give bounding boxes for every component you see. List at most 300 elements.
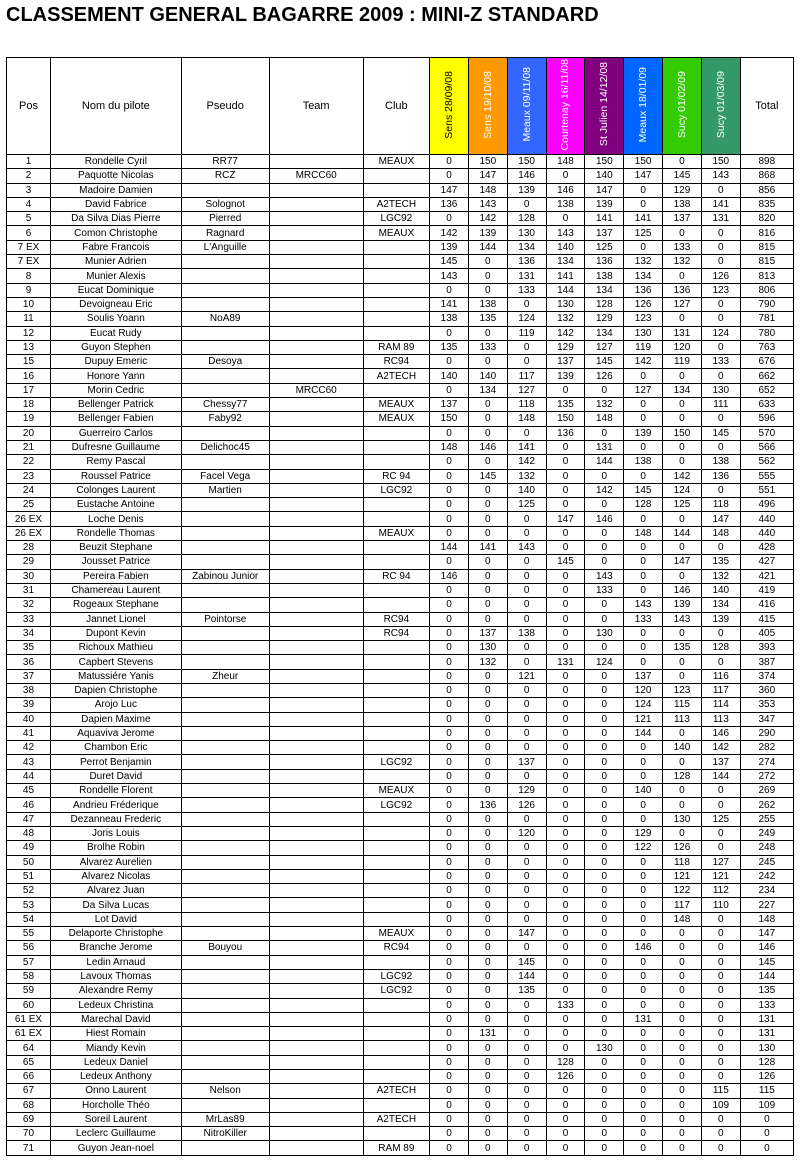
cell-race-1: 0 bbox=[430, 869, 469, 883]
cell-name: Marechal David bbox=[50, 1012, 181, 1026]
cell-race-6: 141 bbox=[624, 212, 663, 226]
cell-race-8: 0 bbox=[701, 255, 740, 269]
cell-name: Jannet Lionel bbox=[50, 612, 181, 626]
cell-club: RC 94 bbox=[363, 569, 429, 583]
cell-total: 135 bbox=[740, 984, 793, 998]
cell-race-3: 0 bbox=[507, 912, 546, 926]
cell-team bbox=[269, 612, 363, 626]
cell-race-4: 137 bbox=[546, 355, 585, 369]
cell-total: 272 bbox=[740, 769, 793, 783]
cell-club bbox=[363, 255, 429, 269]
cell-race-6: 0 bbox=[624, 755, 663, 769]
cell-pos: 32 bbox=[7, 598, 51, 612]
cell-pseudo: Ragnard bbox=[181, 226, 269, 240]
cell-race-3: 146 bbox=[507, 169, 546, 183]
cell-pseudo bbox=[181, 869, 269, 883]
cell-race-4: 141 bbox=[546, 269, 585, 283]
cell-race-6: 128 bbox=[624, 498, 663, 512]
cell-race-3: 0 bbox=[507, 884, 546, 898]
cell-race-3: 0 bbox=[507, 683, 546, 697]
cell-race-3: 121 bbox=[507, 669, 546, 683]
cell-race-3: 117 bbox=[507, 369, 546, 383]
table-row bbox=[7, 326, 794, 340]
cell-race-6: 122 bbox=[624, 841, 663, 855]
cell-race-7: 147 bbox=[663, 555, 702, 569]
cell-race-8: 0 bbox=[701, 1041, 740, 1055]
cell-race-8: 134 bbox=[701, 598, 740, 612]
cell-race-6: 0 bbox=[624, 541, 663, 555]
cell-name: Ledin Arnaud bbox=[50, 955, 181, 969]
cell-race-8: 0 bbox=[701, 1012, 740, 1026]
cell-total: 496 bbox=[740, 498, 793, 512]
cell-team bbox=[269, 869, 363, 883]
cell-race-5: 0 bbox=[585, 669, 624, 683]
cell-race-3: 136 bbox=[507, 255, 546, 269]
cell-race-3: 139 bbox=[507, 183, 546, 197]
cell-race-1: 0 bbox=[430, 855, 469, 869]
cell-pseudo bbox=[181, 1141, 269, 1155]
cell-race-8: 143 bbox=[701, 169, 740, 183]
cell-race-4: 0 bbox=[546, 498, 585, 512]
cell-race-5: 0 bbox=[585, 1127, 624, 1141]
cell-pseudo bbox=[181, 841, 269, 855]
cell-race-3: 144 bbox=[507, 969, 546, 983]
cell-name: Colonges Laurent bbox=[50, 483, 181, 497]
cell-team bbox=[269, 155, 363, 169]
cell-pos: 2 bbox=[7, 169, 51, 183]
cell-race-1: 0 bbox=[430, 1012, 469, 1026]
cell-race-2: 0 bbox=[468, 526, 507, 540]
table-row bbox=[7, 1141, 794, 1155]
cell-team bbox=[269, 255, 363, 269]
cell-race-3: 0 bbox=[507, 655, 546, 669]
cell-race-7: 0 bbox=[663, 1055, 702, 1069]
cell-pos: 69 bbox=[7, 1112, 51, 1126]
cell-club bbox=[363, 669, 429, 683]
cell-race-1: 135 bbox=[430, 340, 469, 354]
cell-race-8: 0 bbox=[701, 240, 740, 254]
cell-race-6: 0 bbox=[624, 512, 663, 526]
cell-race-6: 0 bbox=[624, 741, 663, 755]
cell-race-2: 145 bbox=[468, 469, 507, 483]
cell-name: Branche Jerome bbox=[50, 941, 181, 955]
cell-pos: 36 bbox=[7, 655, 51, 669]
cell-race-5: 0 bbox=[585, 598, 624, 612]
cell-pseudo bbox=[181, 1055, 269, 1069]
cell-race-5: 0 bbox=[585, 769, 624, 783]
cell-team bbox=[269, 1098, 363, 1112]
cell-race-2: 0 bbox=[468, 669, 507, 683]
cell-pseudo: Martien bbox=[181, 483, 269, 497]
cell-total: 806 bbox=[740, 283, 793, 297]
cell-team bbox=[269, 784, 363, 798]
cell-race-1: 0 bbox=[430, 1084, 469, 1098]
cell-team bbox=[269, 898, 363, 912]
cell-race-3: 0 bbox=[507, 1012, 546, 1026]
cell-race-8: 123 bbox=[701, 283, 740, 297]
cell-race-6: 142 bbox=[624, 355, 663, 369]
cell-race-8: 0 bbox=[701, 483, 740, 497]
table-row bbox=[7, 383, 794, 397]
cell-name: Chambon Eric bbox=[50, 741, 181, 755]
cell-race-7: 0 bbox=[663, 155, 702, 169]
cell-pseudo bbox=[181, 269, 269, 283]
cell-race-2: 0 bbox=[468, 612, 507, 626]
cell-pseudo bbox=[181, 1012, 269, 1026]
cell-total: 780 bbox=[740, 326, 793, 340]
cell-race-4: 0 bbox=[546, 383, 585, 397]
table-row bbox=[7, 541, 794, 555]
cell-race-6: 0 bbox=[624, 440, 663, 454]
cell-race-5: 0 bbox=[585, 1141, 624, 1155]
cell-race-2: 130 bbox=[468, 641, 507, 655]
cell-pseudo bbox=[181, 698, 269, 712]
cell-race-2: 0 bbox=[468, 1041, 507, 1055]
cell-race-5: 130 bbox=[585, 1041, 624, 1055]
cell-pseudo bbox=[181, 969, 269, 983]
cell-race-6: 125 bbox=[624, 226, 663, 240]
cell-team bbox=[269, 841, 363, 855]
cell-race-8: 148 bbox=[701, 526, 740, 540]
cell-race-5: 136 bbox=[585, 255, 624, 269]
cell-team: MRCC60 bbox=[269, 383, 363, 397]
cell-race-6: 0 bbox=[624, 398, 663, 412]
cell-pos: 37 bbox=[7, 669, 51, 683]
cell-race-2: 0 bbox=[468, 912, 507, 926]
table-row bbox=[7, 312, 794, 326]
cell-race-8: 146 bbox=[701, 726, 740, 740]
cell-name: Eucat Rudy bbox=[50, 326, 181, 340]
cell-pseudo bbox=[181, 927, 269, 941]
cell-total: 813 bbox=[740, 269, 793, 283]
cell-race-1: 0 bbox=[430, 769, 469, 783]
header-race-7 bbox=[663, 58, 702, 155]
cell-pseudo bbox=[181, 1041, 269, 1055]
cell-race-5: 141 bbox=[585, 212, 624, 226]
cell-club bbox=[363, 440, 429, 454]
cell-race-2: 0 bbox=[468, 1112, 507, 1126]
cell-name: Rondelle Florent bbox=[50, 784, 181, 798]
cell-team bbox=[269, 1027, 363, 1041]
cell-race-2: 0 bbox=[468, 569, 507, 583]
cell-race-4: 0 bbox=[546, 169, 585, 183]
cell-race-1: 0 bbox=[430, 526, 469, 540]
cell-club: MEAUX bbox=[363, 398, 429, 412]
table-row bbox=[7, 1027, 794, 1041]
cell-pseudo bbox=[181, 340, 269, 354]
cell-race-4: 0 bbox=[546, 1041, 585, 1055]
cell-pos: 8 bbox=[7, 269, 51, 283]
cell-total: 242 bbox=[740, 869, 793, 883]
cell-race-3: 0 bbox=[507, 426, 546, 440]
cell-race-7: 130 bbox=[663, 812, 702, 826]
cell-race-7: 0 bbox=[663, 1041, 702, 1055]
cell-pos: 7 EX bbox=[7, 255, 51, 269]
cell-pseudo bbox=[181, 812, 269, 826]
cell-race-7: 0 bbox=[663, 412, 702, 426]
cell-total: 374 bbox=[740, 669, 793, 683]
cell-race-4: 0 bbox=[546, 583, 585, 597]
cell-race-7: 0 bbox=[663, 726, 702, 740]
cell-race-4: 0 bbox=[546, 1084, 585, 1098]
cell-race-6: 0 bbox=[624, 855, 663, 869]
cell-race-6: 123 bbox=[624, 312, 663, 326]
cell-race-8: 115 bbox=[701, 1084, 740, 1098]
header-row bbox=[7, 58, 794, 155]
cell-pos: 28 bbox=[7, 541, 51, 555]
cell-race-6: 0 bbox=[624, 912, 663, 926]
cell-race-1: 0 bbox=[430, 641, 469, 655]
cell-race-6: 139 bbox=[624, 426, 663, 440]
cell-total: 146 bbox=[740, 941, 793, 955]
cell-race-7: 148 bbox=[663, 912, 702, 926]
cell-pos: 22 bbox=[7, 455, 51, 469]
cell-race-3: 143 bbox=[507, 541, 546, 555]
cell-race-8: 133 bbox=[701, 355, 740, 369]
cell-race-4: 0 bbox=[546, 1141, 585, 1155]
cell-race-8: 0 bbox=[701, 297, 740, 311]
cell-race-4: 133 bbox=[546, 998, 585, 1012]
cell-pos: 10 bbox=[7, 297, 51, 311]
cell-club bbox=[363, 169, 429, 183]
cell-race-3: 120 bbox=[507, 826, 546, 840]
cell-pos: 60 bbox=[7, 998, 51, 1012]
cell-race-8: 0 bbox=[701, 984, 740, 998]
cell-club bbox=[363, 769, 429, 783]
table-row bbox=[7, 612, 794, 626]
cell-race-6: 0 bbox=[624, 555, 663, 569]
cell-race-1: 0 bbox=[430, 841, 469, 855]
table-row bbox=[7, 955, 794, 969]
cell-race-8: 137 bbox=[701, 755, 740, 769]
cell-race-4: 0 bbox=[546, 1012, 585, 1026]
header-race-4 bbox=[546, 58, 585, 155]
cell-race-7: 0 bbox=[663, 998, 702, 1012]
cell-name: Soulis Yoann bbox=[50, 312, 181, 326]
cell-race-4: 0 bbox=[546, 812, 585, 826]
cell-race-5: 143 bbox=[585, 569, 624, 583]
cell-race-8: 0 bbox=[701, 340, 740, 354]
cell-race-5: 0 bbox=[585, 1098, 624, 1112]
cell-race-3: 0 bbox=[507, 340, 546, 354]
cell-race-3: 0 bbox=[507, 855, 546, 869]
cell-pseudo: Zheur bbox=[181, 669, 269, 683]
cell-name: Eustache Antoine bbox=[50, 498, 181, 512]
cell-race-2: 0 bbox=[468, 927, 507, 941]
cell-race-8: 0 bbox=[701, 1055, 740, 1069]
cell-race-2: 0 bbox=[468, 283, 507, 297]
cell-race-4: 0 bbox=[546, 526, 585, 540]
table-row bbox=[7, 984, 794, 998]
cell-team bbox=[269, 941, 363, 955]
table-row bbox=[7, 1055, 794, 1069]
cell-race-1: 0 bbox=[430, 469, 469, 483]
cell-pos: 48 bbox=[7, 826, 51, 840]
cell-race-4: 0 bbox=[546, 455, 585, 469]
header-race-1 bbox=[430, 58, 469, 155]
cell-club: MEAUX bbox=[363, 526, 429, 540]
cell-name: Lavoux Thomas bbox=[50, 969, 181, 983]
cell-race-4: 0 bbox=[546, 784, 585, 798]
cell-race-5: 0 bbox=[585, 798, 624, 812]
cell-pseudo bbox=[181, 855, 269, 869]
cell-race-7: 0 bbox=[663, 541, 702, 555]
cell-total: 815 bbox=[740, 255, 793, 269]
cell-race-7: 0 bbox=[663, 826, 702, 840]
cell-race-8: 142 bbox=[701, 741, 740, 755]
cell-race-2: 142 bbox=[468, 212, 507, 226]
cell-race-4: 0 bbox=[546, 841, 585, 855]
cell-race-1: 0 bbox=[430, 455, 469, 469]
cell-race-2: 0 bbox=[468, 784, 507, 798]
cell-club bbox=[363, 326, 429, 340]
cell-team bbox=[269, 426, 363, 440]
cell-race-2: 0 bbox=[468, 455, 507, 469]
table-row bbox=[7, 212, 794, 226]
table-row bbox=[7, 355, 794, 369]
cell-team bbox=[269, 826, 363, 840]
cell-race-5: 0 bbox=[585, 1112, 624, 1126]
cell-race-4: 0 bbox=[546, 798, 585, 812]
cell-pseudo bbox=[181, 512, 269, 526]
cell-race-1: 0 bbox=[430, 612, 469, 626]
cell-club: A2TECH bbox=[363, 197, 429, 211]
cell-club bbox=[363, 555, 429, 569]
cell-pos: 21 bbox=[7, 440, 51, 454]
cell-race-7: 119 bbox=[663, 355, 702, 369]
cell-race-1: 0 bbox=[430, 741, 469, 755]
cell-pos: 42 bbox=[7, 741, 51, 755]
cell-race-5: 0 bbox=[585, 955, 624, 969]
cell-total: 596 bbox=[740, 412, 793, 426]
table-row bbox=[7, 440, 794, 454]
table-row bbox=[7, 969, 794, 983]
table-row bbox=[7, 669, 794, 683]
cell-name: Da Silva Lucas bbox=[50, 898, 181, 912]
cell-race-3: 0 bbox=[507, 1084, 546, 1098]
cell-pos: 26 EX bbox=[7, 526, 51, 540]
cell-race-5: 0 bbox=[585, 784, 624, 798]
cell-race-5: 137 bbox=[585, 226, 624, 240]
cell-race-2: 0 bbox=[468, 969, 507, 983]
cell-team bbox=[269, 569, 363, 583]
cell-race-6: 0 bbox=[624, 655, 663, 669]
cell-race-2: 0 bbox=[468, 869, 507, 883]
cell-name: Rogeaux Stephane bbox=[50, 598, 181, 612]
cell-club: LGC92 bbox=[363, 755, 429, 769]
cell-race-4: 131 bbox=[546, 655, 585, 669]
cell-total: 421 bbox=[740, 569, 793, 583]
cell-club bbox=[363, 426, 429, 440]
cell-race-1: 0 bbox=[430, 598, 469, 612]
cell-race-4: 134 bbox=[546, 255, 585, 269]
cell-race-2: 0 bbox=[468, 855, 507, 869]
cell-name: Soreil Laurent bbox=[50, 1112, 181, 1126]
cell-total: 130 bbox=[740, 1041, 793, 1055]
cell-race-8: 0 bbox=[701, 1027, 740, 1041]
cell-name: Munier Adrien bbox=[50, 255, 181, 269]
cell-race-7: 0 bbox=[663, 984, 702, 998]
cell-team bbox=[269, 1112, 363, 1126]
cell-race-7: 122 bbox=[663, 884, 702, 898]
cell-race-5: 147 bbox=[585, 183, 624, 197]
cell-race-2: 141 bbox=[468, 541, 507, 555]
cell-race-1: 0 bbox=[430, 355, 469, 369]
cell-race-7: 0 bbox=[663, 269, 702, 283]
cell-race-8: 124 bbox=[701, 326, 740, 340]
cell-race-3: 0 bbox=[507, 512, 546, 526]
cell-race-2: 0 bbox=[468, 483, 507, 497]
table-row bbox=[7, 927, 794, 941]
cell-race-8: 110 bbox=[701, 898, 740, 912]
cell-pseudo bbox=[181, 726, 269, 740]
cell-club bbox=[363, 998, 429, 1012]
cell-pseudo bbox=[181, 598, 269, 612]
cell-name: Brolhe Robin bbox=[50, 841, 181, 855]
cell-race-5: 0 bbox=[585, 541, 624, 555]
cell-race-3: 0 bbox=[507, 712, 546, 726]
cell-race-8: 0 bbox=[701, 784, 740, 798]
cell-pos: 65 bbox=[7, 1055, 51, 1069]
cell-team: MRCC60 bbox=[269, 169, 363, 183]
cell-team bbox=[269, 398, 363, 412]
cell-pseudo bbox=[181, 1070, 269, 1084]
cell-race-2: 0 bbox=[468, 555, 507, 569]
cell-race-7: 144 bbox=[663, 526, 702, 540]
cell-pos: 17 bbox=[7, 383, 51, 397]
cell-race-8: 141 bbox=[701, 197, 740, 211]
cell-race-5: 0 bbox=[585, 755, 624, 769]
cell-club bbox=[363, 841, 429, 855]
cell-race-6: 146 bbox=[624, 941, 663, 955]
cell-race-5: 126 bbox=[585, 369, 624, 383]
cell-race-5: 0 bbox=[585, 683, 624, 697]
cell-pseudo bbox=[181, 455, 269, 469]
cell-race-8: 126 bbox=[701, 269, 740, 283]
cell-total: 347 bbox=[740, 712, 793, 726]
cell-team bbox=[269, 197, 363, 211]
cell-name: Bellenger Patrick bbox=[50, 398, 181, 412]
cell-race-7: 121 bbox=[663, 869, 702, 883]
cell-race-5: 0 bbox=[585, 941, 624, 955]
cell-pos: 46 bbox=[7, 798, 51, 812]
cell-race-3: 126 bbox=[507, 798, 546, 812]
cell-race-4: 0 bbox=[546, 641, 585, 655]
cell-race-4: 138 bbox=[546, 197, 585, 211]
cell-pseudo bbox=[181, 326, 269, 340]
cell-race-4: 0 bbox=[546, 769, 585, 783]
cell-race-2: 0 bbox=[468, 1012, 507, 1026]
cell-total: 562 bbox=[740, 455, 793, 469]
cell-pseudo: Solognot bbox=[181, 197, 269, 211]
cell-race-1: 0 bbox=[430, 698, 469, 712]
cell-race-1: 147 bbox=[430, 183, 469, 197]
cell-race-7: 0 bbox=[663, 669, 702, 683]
cell-race-5: 140 bbox=[585, 169, 624, 183]
cell-race-5: 0 bbox=[585, 698, 624, 712]
cell-race-5: 0 bbox=[585, 1012, 624, 1026]
cell-name: Paquotte Nicolas bbox=[50, 169, 181, 183]
cell-race-4: 0 bbox=[546, 984, 585, 998]
cell-race-2: 0 bbox=[468, 683, 507, 697]
cell-race-3: 0 bbox=[507, 1070, 546, 1084]
cell-total: 393 bbox=[740, 641, 793, 655]
cell-race-5: 139 bbox=[585, 197, 624, 211]
table-row bbox=[7, 183, 794, 197]
cell-race-5: 0 bbox=[585, 469, 624, 483]
cell-race-7: 0 bbox=[663, 626, 702, 640]
cell-club bbox=[363, 741, 429, 755]
